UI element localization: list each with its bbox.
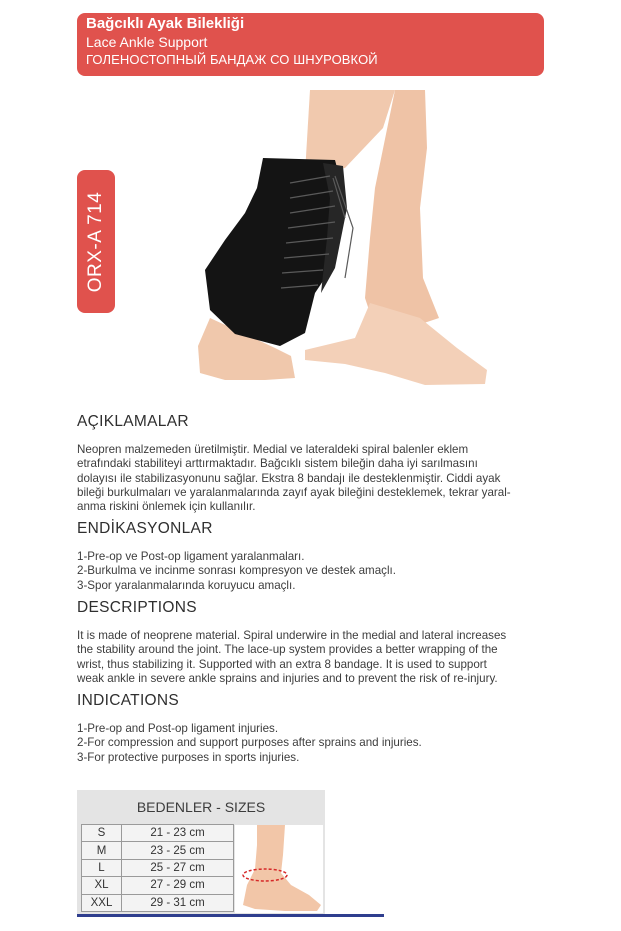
table-row [82, 894, 234, 911]
range-cell: 27 - 29 cm [122, 877, 234, 894]
list-item: 1-Pre-op and Post-op ligament injuries. [77, 722, 279, 735]
text-line: wrist, thus stabilizing it. Supported with an extra 8 bandage. It is used to support [77, 657, 487, 671]
table-row [82, 825, 234, 842]
ankle-brace [205, 158, 345, 346]
leg-shape [243, 825, 321, 911]
list-item: 3-For protective purposes in sports injuries. [77, 750, 300, 764]
text-line: bileği burkulmaları ve yaralanmalarında zayıf ayak bileğini desteklemek, tekrar yaral- [77, 485, 511, 499]
text-line: weak ankle in severe ankle sprains and injuries and to prevent the risk of re-injury. [77, 671, 498, 685]
text-line: etrafındaki stabiliteyi arttırmaktadır. Bağcıklı sistem bileğin daha iyi sarılmasını [77, 457, 478, 471]
range-cell: 23 - 25 cm [122, 842, 234, 859]
range-cell: 29 - 31 cm [122, 894, 234, 911]
list-item: 2-For compression and support purposes after sprains and injuries. [77, 736, 422, 750]
list-item: 3-Spor yaralanmalarında koruyucu amaçlı. [77, 578, 296, 592]
title-turkish: Bağcıklı Ayak Bilekliği [86, 15, 245, 32]
heading-endikasyonlar: ENDİKASYONLAR [77, 520, 213, 537]
list-item: 2-Burkulma ve incinme sonrası kompresyon ve destek amaçlı. [77, 564, 396, 578]
heading-descriptions: DESCRIPTIONS [77, 599, 197, 616]
measurement-leg-illustration [235, 825, 323, 913]
table-row [82, 859, 234, 876]
product-photo [195, 88, 500, 393]
size-table [81, 824, 234, 912]
size-cell: XXL [82, 894, 122, 911]
size-cell: S [82, 825, 122, 842]
table-row [82, 842, 234, 859]
title-english: Lace Ankle Support [86, 34, 208, 50]
range-cell: 25 - 27 cm [122, 859, 234, 876]
endikasyonlar-list [77, 550, 547, 593]
text-line: Neopren malzemeden üretilmiştir. Medial ve lateraldeki spiral balenler eklem [77, 443, 469, 456]
text-line: dolayısı ile stabilizasyonunu sağlar. Ekstra 8 bandajı ile desteklenmiştir. Ciddi ayak [77, 471, 501, 485]
title-russian: ГОЛЕНОСТОПНЫЙ БАНДАЖ СО ШНУРОВКОЙ [86, 52, 378, 67]
product-code: ORX-A 714 [85, 191, 106, 292]
product-code-tab [77, 170, 115, 313]
size-cell: L [82, 859, 122, 876]
size-cell: M [82, 842, 122, 859]
title-banner [77, 13, 544, 76]
size-chart [77, 790, 325, 915]
descriptions-text [77, 629, 547, 686]
blue-divider [77, 914, 384, 917]
text-line: It is made of neoprene material. Spiral underwire in the medial and lateral increases [77, 629, 507, 642]
heading-aciklamalar: AÇIKLAMALAR [77, 413, 189, 430]
aciklamalar-text [77, 443, 547, 514]
size-cell: XL [82, 877, 122, 894]
range-cell: 21 - 23 cm [122, 825, 234, 842]
text-line: the stability around the joint. The lace-up system provides a better wrapping of the [77, 643, 498, 657]
list-item: 1-Pre-op ve Post-op ligament yaralanmaları. [77, 550, 305, 563]
heading-indications: INDICATIONS [77, 692, 180, 709]
indications-list [77, 722, 547, 765]
size-chart-heading: BEDENLER - SIZES [136, 799, 266, 815]
text-line: anma riskini önlemek için kullanılır. [77, 500, 256, 514]
back-foot-skin [305, 303, 487, 385]
table-row [82, 877, 234, 894]
